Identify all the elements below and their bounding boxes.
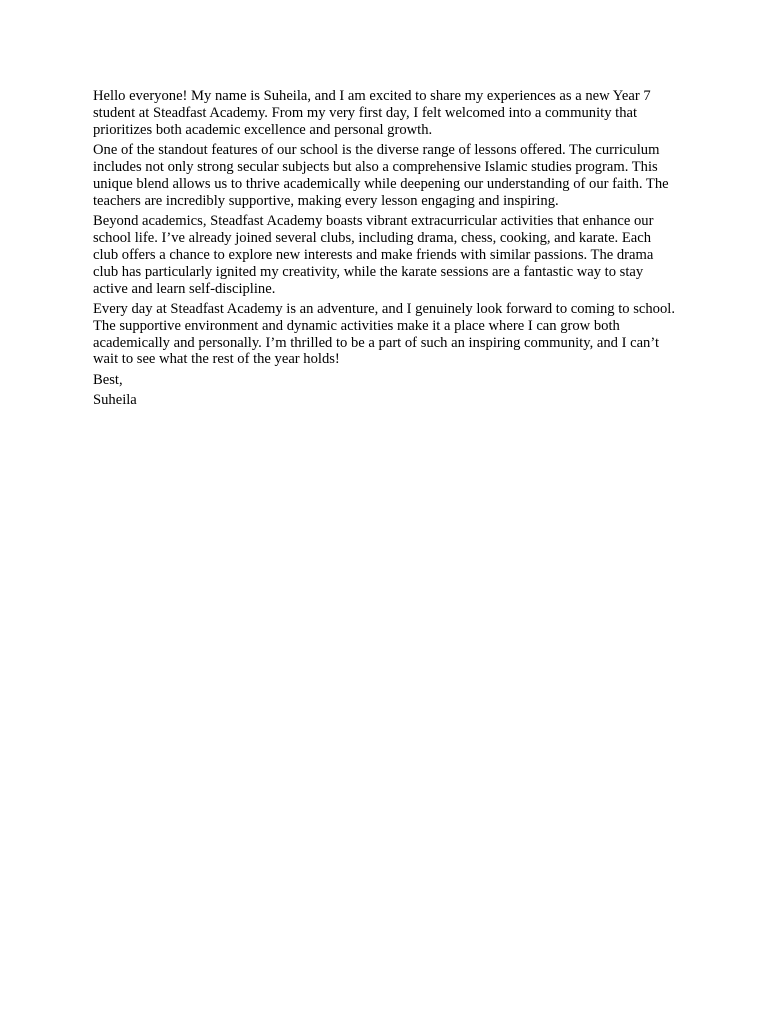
paragraph-intro: Hello everyone! My name is Suheila, and I am excited to share my experiences as a new Year 7 student at Steadfast Academy. From my very first day, I felt welcomed into a community that prioritizes both academic excellence and personal growth. <box>93 88 651 138</box>
letter-body <box>93 88 677 412</box>
paragraph-extracurricular: Beyond academics, Steadfast Academy boasts vibrant extracurricular activities that enhance our school life. I’ve already joined several clubs, including drama, chess, cooking, and karate. Each club offers a chance to explore new interests and make friends with similar passions. The drama club has particularly ignited my creativity, while the karate sessions are a fantastic way to stay active and learn self-discipline. <box>93 212 654 297</box>
paragraph-lessons: One of the standout features of our school is the diverse range of lessons offered. The curriculum includes not only strong secular subjects but also a comprehensive Islamic studies program. This unique blend allows us to thrive academically while deepening our understanding of our faith. The teachers are incredibly supportive, making every lesson engaging and inspiring. <box>93 142 669 209</box>
closing-line: Best, <box>93 371 123 388</box>
paragraph-conclusion: Every day at Steadfast Academy is an adventure, and I genuinely look forward to coming to school. The supportive environment and dynamic activities make it a place where I can grow both academically and personally. I’m thrilled to be a part of such an inspiring community, and I can’t wait to see what the rest of the year holds! <box>93 300 675 368</box>
signature: Suheila <box>93 391 137 408</box>
